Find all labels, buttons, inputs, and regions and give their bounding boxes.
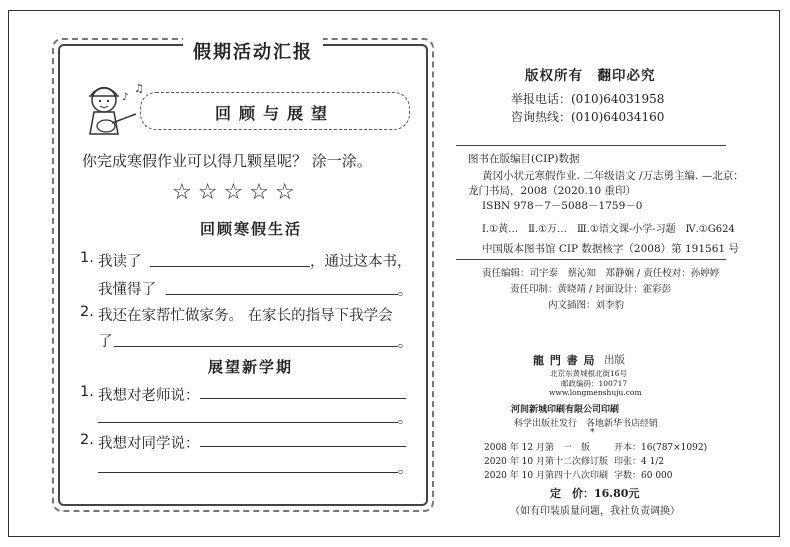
edition-first-date: 2008 年 12 月第 一 版 (484, 443, 590, 453)
divider-middle (456, 259, 726, 260)
separator-asterisk: * (590, 428, 595, 438)
book-format: 开本：16(787×1092) (614, 443, 708, 453)
editors-line-2: 责任印制：黄晓靖 / 封面设计：霍彩彭 (510, 284, 672, 295)
publisher-name: 龍 門 書 局 (533, 354, 596, 367)
star-rating[interactable]: ☆☆☆☆☆ (172, 180, 301, 205)
item3-teacher-blank-2[interactable] (98, 422, 398, 423)
item2-label-chores: 我还在家帮忙做家务。 在家长的指导下我学会 (98, 308, 393, 324)
quality-notice: （如有印装质量问题，我社负责调换） (510, 506, 680, 517)
section-review-title: 回顾寒假生活 (200, 220, 303, 238)
price: 定 价：16.80元 (550, 487, 640, 500)
banner-title: 回顾与展望 (214, 104, 335, 123)
cip-title: 图书在版编目(CIP)数据 (468, 153, 580, 165)
item1-number: 1. (80, 250, 94, 266)
item4-label-classmate: 我想对同学说： (98, 436, 200, 452)
item1-label-read: 我读了 (98, 254, 142, 270)
publisher-suffix: 出版 (604, 354, 625, 366)
item1-learned-blank[interactable] (166, 294, 398, 295)
svg-text:♪: ♪ (122, 92, 129, 103)
isbn: ISBN 978－7－5088－1759－0 (482, 200, 643, 212)
publisher-address: 北京东黄城根北街16号 (550, 369, 628, 378)
item3-period: 。 (398, 411, 412, 427)
item3-label-teacher: 我想对老师说： (98, 388, 200, 404)
item2-period: 。 (398, 335, 412, 351)
editors-line-1: 责任编辑：司宇泰 蔡沁知 郑静娴 / 责任校对：孙婷婷 (482, 268, 720, 279)
activity-title: 假期活动汇报 (183, 38, 323, 64)
classification: Ⅰ.①黄… Ⅱ.①万… Ⅲ.①语文课-小学-习题 Ⅳ.①G624 (482, 224, 735, 235)
copyright-notice: 版权所有 翻印必究 (525, 68, 656, 84)
item4-period: 。 (398, 461, 412, 477)
item1-label-through: ，通过这本书， (310, 254, 412, 270)
item3-teacher-blank-1[interactable] (200, 398, 406, 399)
item4-number: 2. (80, 432, 94, 448)
distribution: 科学出版社发行 各地新华书店经销 (514, 419, 659, 429)
printed-sheets: 印张：4 1/2 (614, 457, 665, 467)
star-question: 你完成寒假作业可以得几颗星呢？ 涂一涂。 (82, 152, 372, 170)
report-phone: 举报电话：(010)64031958 (511, 92, 665, 106)
item1-period: 。 (398, 283, 412, 299)
item2-skill-blank[interactable] (114, 346, 398, 347)
item4-classmate-blank-2[interactable] (98, 472, 398, 473)
printer: 河间新城印刷有限公司印刷 (511, 405, 620, 415)
item1-book-blank[interactable] (150, 266, 310, 267)
word-count: 字数：60 000 (614, 471, 673, 481)
item3-number: 1. (80, 384, 94, 400)
cip-line-2: 龙门书局，2008（2020.10 重印） (468, 185, 636, 197)
divider-top (456, 145, 726, 146)
cip-number: 中国版本图书馆 CIP 数据核字（2008）第 191561 号 (482, 243, 739, 255)
edition-revision-date: 2020 年 10 月第十二次修订版 (484, 457, 608, 467)
cip-line-1: 黄冈小状元寒假作业. 二年级语文 /万志勇主编. —北京： (482, 170, 744, 182)
item2-label-le: 了 (98, 334, 113, 350)
publisher-postcode: 邮政编码：100717 (561, 379, 628, 388)
item4-classmate-blank-1[interactable] (200, 446, 406, 447)
editors-line-3: 内文插图：刘李豹 (548, 300, 625, 311)
section-outlook-title: 展望新学期 (208, 358, 294, 376)
publisher-website: www.longmenshuju.com (549, 388, 642, 397)
svg-text:♫: ♫ (134, 82, 144, 95)
review-banner (140, 92, 410, 130)
consult-phone: 咨询热线：(010)64034160 (511, 110, 665, 124)
printing-date: 2020 年 10 月第四十八次印刷 (484, 471, 608, 481)
item1-label-learned: 我懂得了 (98, 282, 156, 298)
item2-number: 2. (80, 304, 94, 320)
